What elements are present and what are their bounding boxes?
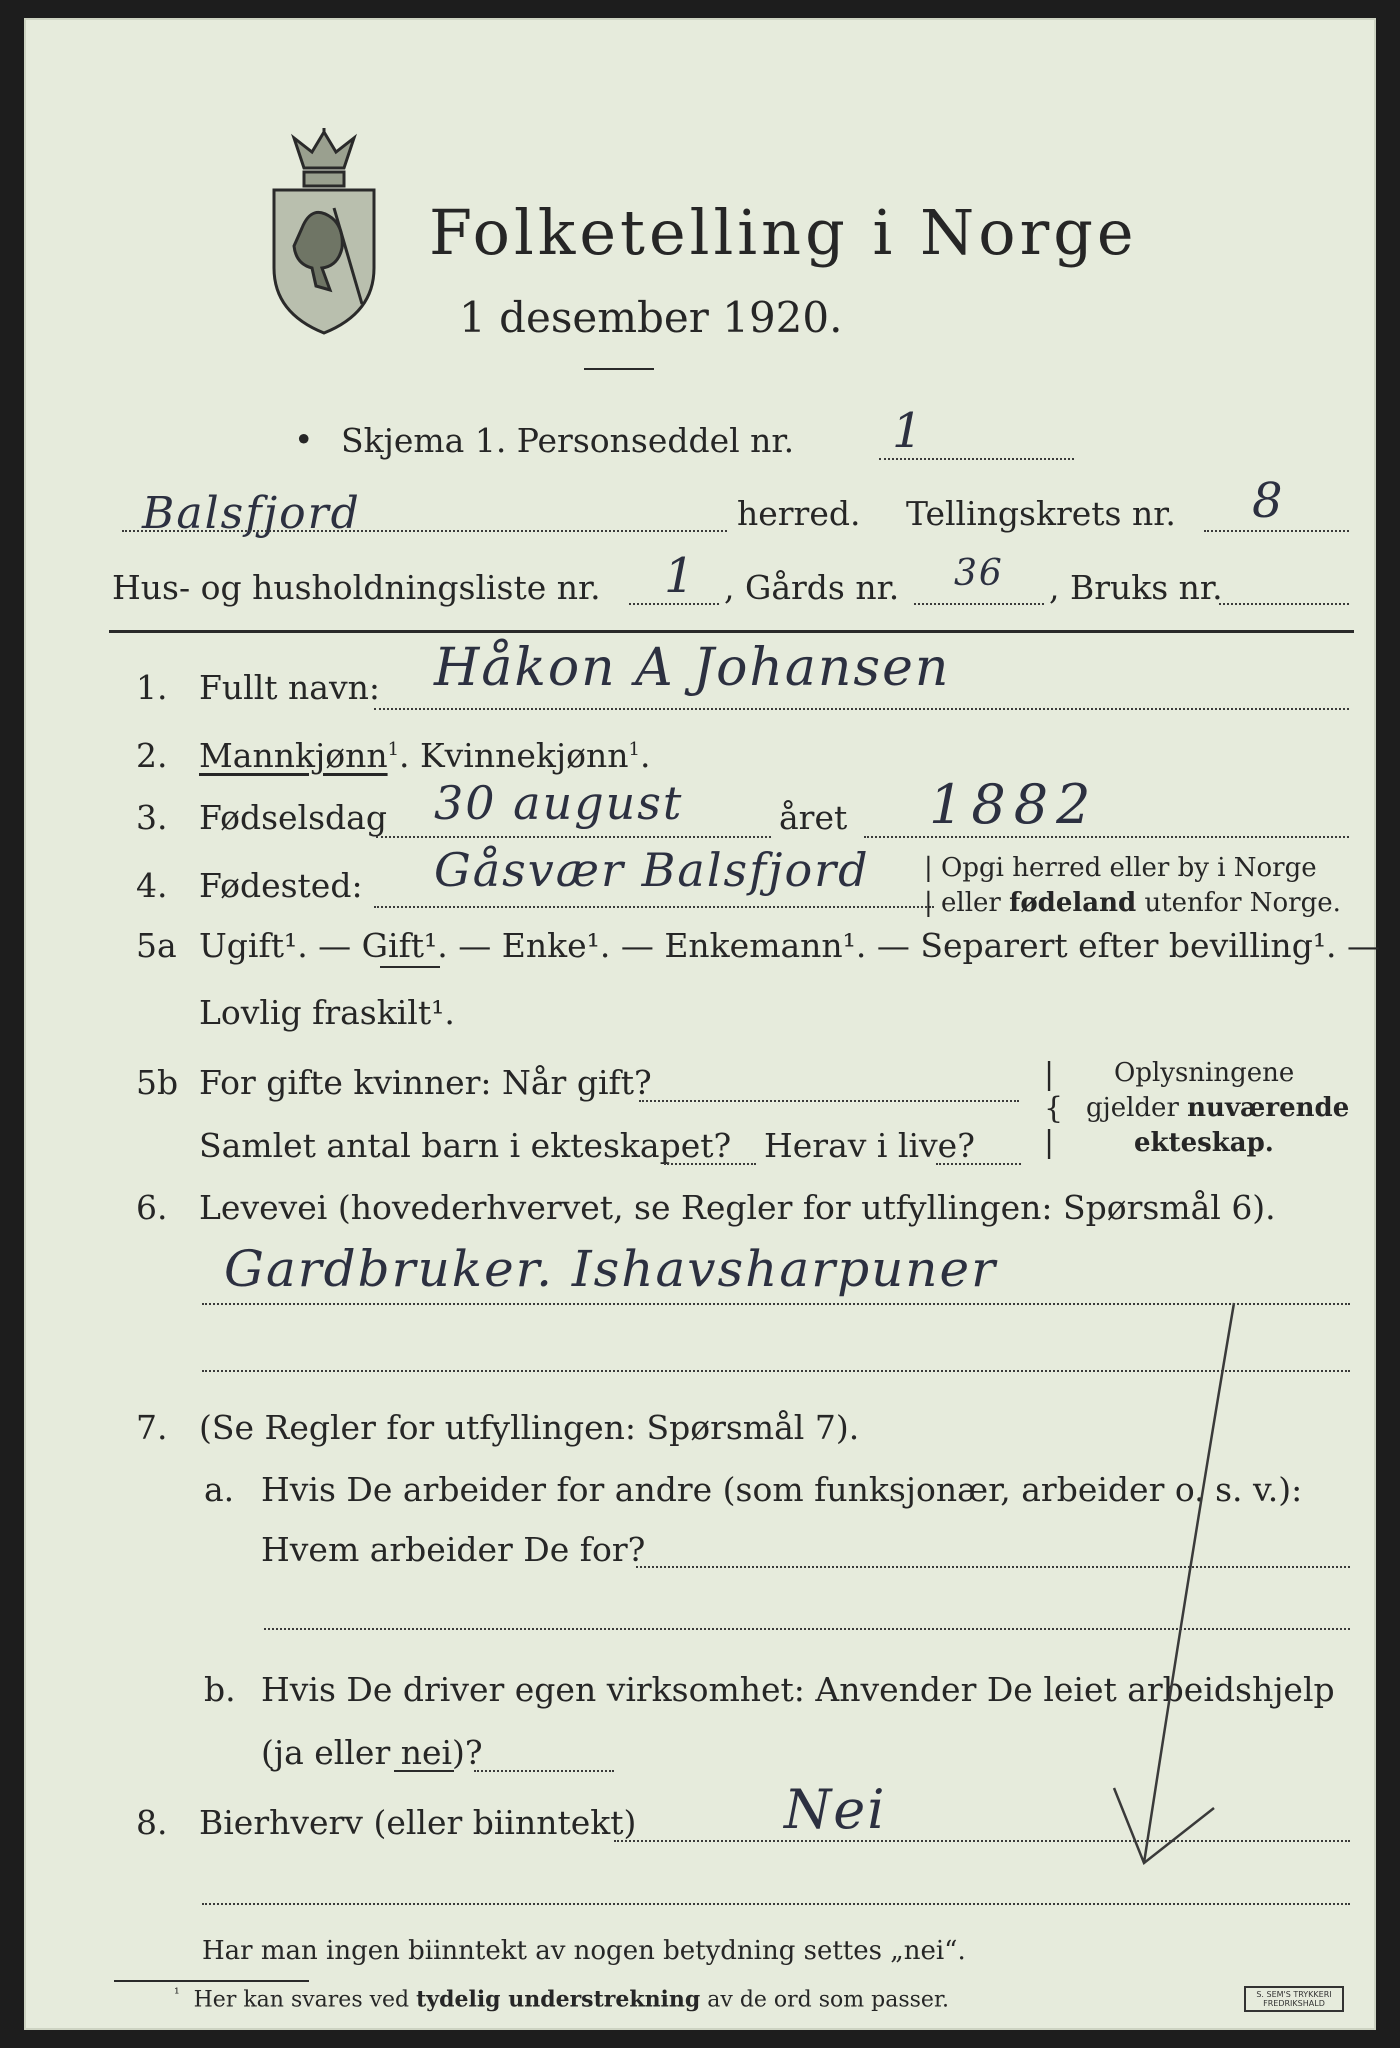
bruk-line: [1219, 603, 1349, 605]
q5b-brace: | { |: [1044, 1057, 1064, 1160]
q7a-number: a.: [204, 1470, 235, 1509]
footnote-c: av de ord som passer.: [700, 1987, 950, 2013]
q7b-text: Hvis De driver egen virksomhet: Anvender De leiet arbeidshjelp: [261, 1670, 1335, 1709]
q2-end: .: [639, 736, 651, 775]
q5b-number: 5b: [136, 1063, 179, 1102]
q5b-note2-a: gjelder: [1086, 1093, 1188, 1123]
herred-label: herred.: [737, 494, 861, 533]
gard-value: 36: [954, 553, 1004, 594]
q3-line: [376, 836, 771, 838]
q7b-line: [474, 1770, 614, 1772]
q2-female: Kvinnekjønn: [420, 736, 629, 775]
q1-line: [374, 708, 1349, 710]
skjema-label: Skjema 1. Personseddel nr.: [341, 421, 795, 460]
q4-label: Fødested:: [199, 866, 363, 905]
krets-line: [1204, 530, 1349, 532]
q5b-note3: ekteskap.: [1134, 1128, 1274, 1158]
gard-label: , Gårds nr.: [724, 568, 900, 607]
q4-note1: Opgi herred eller by i Norge: [941, 853, 1317, 883]
q1-number: 1.: [136, 668, 168, 707]
personseddel-line: [879, 458, 1074, 460]
q3-year-value: 1882: [929, 773, 1099, 836]
q2-male: Mannkjønn: [199, 736, 388, 775]
q6-label: Levevei (hovederhvervet, se Regler for utfyllingen: Spørsmål 6).: [199, 1188, 1276, 1227]
q7a-question: Hvem arbeider De for?: [261, 1530, 646, 1569]
coat-of-arms-icon: [264, 128, 384, 338]
q5b-note2-b: nuværende: [1187, 1093, 1350, 1123]
q8-line2: [202, 1903, 1350, 1905]
q5a-number: 5a: [136, 926, 177, 965]
q3-number: 3.: [136, 798, 168, 837]
q6-value: Gardbruker. Ishavsharpuner: [224, 1240, 997, 1298]
q5a-line2: Lovlig fraskilt¹.: [199, 993, 455, 1032]
krets-value: 8: [1252, 473, 1285, 529]
q5b-note1: Oplysningene: [1114, 1058, 1295, 1088]
q3-value: 30 august: [434, 776, 684, 830]
footnote-mark: ¹: [174, 1986, 180, 2002]
footnote-divider: [114, 1980, 309, 1982]
printer-stamp: S. SEM'S TRYKKERI FREDRIKSHALD: [1244, 1986, 1344, 2012]
q7-number: 7.: [136, 1408, 168, 1447]
q5b-label2: Samlet antal barn i ekteskapet?: [199, 1126, 732, 1165]
pencil-check-mark: [1064, 1288, 1284, 1888]
q2-female-sup: 1: [628, 739, 640, 760]
q5a-gift-underline: [380, 966, 440, 968]
q5a-line1: Ugift¹. — Gift¹. — Enke¹. — Enkemann¹. — Separert efter bevilling¹. —: [199, 926, 1381, 965]
q4-value: Gåsvær Balsfjord: [434, 843, 870, 897]
q4-note2-c: utenfor Norge.: [1136, 888, 1341, 918]
page-title: Folketelling i Norge: [429, 196, 1138, 269]
q4-note2-b: fødeland: [1009, 888, 1137, 918]
herred-line: [122, 530, 727, 532]
q2-male-sup: 1: [387, 739, 400, 760]
q4-note-line1: | Opgi herred eller by i Norge: [924, 853, 1317, 883]
q4-number: 4.: [136, 866, 168, 905]
q4-note2-a: eller: [941, 888, 1010, 918]
hus-line: [629, 603, 719, 605]
census-date: 1 desember 1920.: [459, 293, 843, 342]
hus-label: Hus- og husholdningsliste nr.: [112, 568, 601, 607]
q5b-note2: [1086, 1093, 1349, 1123]
q8-label: Bierhverv (eller biinntekt): [199, 1803, 637, 1842]
q5b-line3: [936, 1163, 1021, 1165]
q5b-label1: For gifte kvinner: Når gift?: [199, 1063, 652, 1102]
census-form: [24, 18, 1381, 2030]
q5b-line1: [639, 1100, 1019, 1102]
q7a-text: Hvis De arbeider for andre (som funksjonær, arbeider o. s. v.):: [261, 1470, 1303, 1509]
q4-line: [374, 906, 934, 908]
krets-label: Tellingskrets nr.: [906, 494, 1176, 533]
footer-note: Har man ingen biinntekt av nogen betydning settes „nei“.: [202, 1936, 966, 1966]
footnote: [174, 1986, 949, 2012]
q2-options: [199, 736, 650, 775]
q3-year-line: [864, 836, 1349, 838]
gard-line: [914, 603, 1044, 605]
q5b-label3: Herav i live?: [764, 1126, 975, 1165]
q1-label: Fullt navn:: [199, 668, 380, 707]
header-divider: [109, 630, 1354, 633]
q7b-nei-underline: [394, 1770, 454, 1772]
hus-value: 1: [664, 548, 697, 604]
q8-number: 8.: [136, 1803, 168, 1842]
q6-number: 6.: [136, 1188, 168, 1227]
herred-value: Balsfjord: [142, 488, 361, 539]
footnote-b: tydelig understrekning: [416, 1986, 701, 2013]
q3-year-label: året: [779, 798, 848, 837]
q1-value: Håkon A Johansen: [434, 638, 951, 698]
q7b-number: b.: [204, 1670, 236, 1709]
q4-note-line2: | eller fødeland utenfor Norge.: [924, 888, 1341, 918]
q7-label: (Se Regler for utfyllingen: Spørsmål 7).: [199, 1408, 860, 1447]
title-divider: [584, 368, 654, 370]
q3-label: Fødselsdag: [199, 798, 387, 837]
bullet-dot: •: [294, 420, 314, 459]
bruk-label: , Bruks nr.: [1049, 568, 1223, 607]
q7b-question: (ja eller nei)?: [261, 1733, 483, 1772]
q2-number: 2.: [136, 736, 168, 775]
q8-value: Nei: [784, 1778, 887, 1841]
q5b-line2: [664, 1163, 756, 1165]
q2-separator: .: [399, 736, 421, 775]
personseddel-value: 1: [892, 403, 925, 459]
footnote-a: Her kan svares ved: [193, 1987, 417, 2013]
